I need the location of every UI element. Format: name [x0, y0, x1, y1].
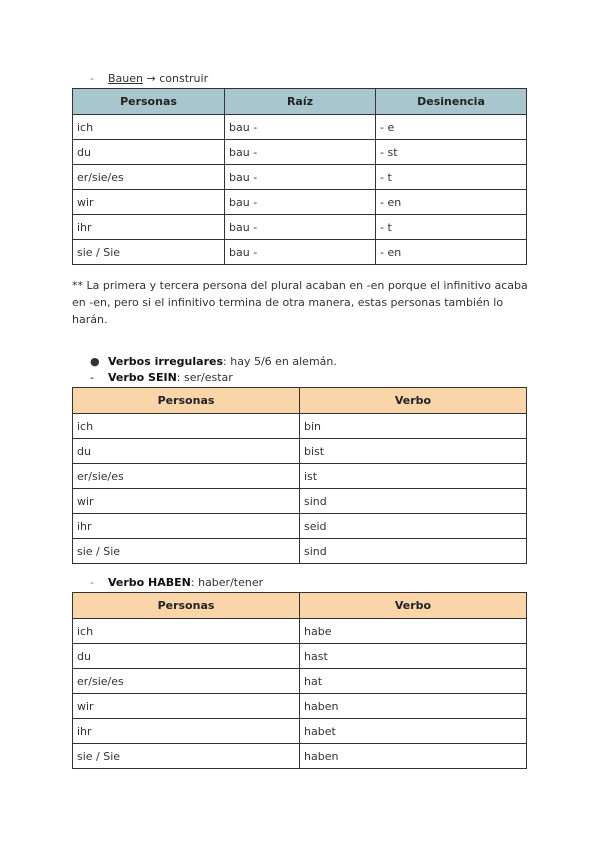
column-header: Raíz — [225, 89, 376, 115]
dash-marker: - — [90, 72, 94, 85]
sein-table — [72, 387, 527, 564]
column-header: Personas — [73, 388, 300, 414]
note-paragraph: ** La primera y tercera persona del plural acaban en -en porque el infinitivo acaba en -en, pero si el infinitivo termina de otra manera, estas personas también lo harán. — [72, 279, 528, 326]
table-cell: - e — [376, 115, 527, 140]
table-row — [73, 669, 527, 694]
table-cell: ist — [300, 464, 527, 489]
table-cell: habet — [300, 719, 527, 744]
table-row — [73, 215, 527, 240]
table-row — [73, 414, 527, 439]
table-cell: sind — [300, 489, 527, 514]
table-row — [73, 464, 527, 489]
irregulares-text: : hay 5/6 en alemán. — [223, 355, 337, 368]
table-row — [73, 165, 527, 190]
table-row — [73, 619, 527, 644]
table-header-row — [73, 593, 527, 619]
table-cell: ihr — [73, 514, 300, 539]
table-cell: bau - — [225, 165, 376, 190]
bauen-meaning: construir — [159, 72, 209, 85]
table-cell: haben — [300, 744, 527, 769]
table-row — [73, 744, 527, 769]
table-row — [73, 719, 527, 744]
table-row — [73, 115, 527, 140]
table-cell: hast — [300, 644, 527, 669]
table-row — [73, 140, 527, 165]
table-row — [73, 190, 527, 215]
table-header-row — [73, 388, 527, 414]
bauen-table — [72, 88, 527, 265]
table-cell: er/sie/es — [73, 165, 225, 190]
bauen-heading — [90, 72, 208, 86]
table-cell: - t — [376, 165, 527, 190]
column-header: Personas — [73, 593, 300, 619]
bauen-verb: Bauen — [108, 72, 143, 85]
table-row — [73, 240, 527, 265]
table-cell: bist — [300, 439, 527, 464]
table-cell: du — [73, 644, 300, 669]
table-row — [73, 489, 527, 514]
column-header: Verbo — [300, 388, 527, 414]
table-row — [73, 644, 527, 669]
table-cell: habe — [300, 619, 527, 644]
table-cell: bin — [300, 414, 527, 439]
table-row — [73, 694, 527, 719]
haben-table — [72, 592, 527, 769]
table-cell: ich — [73, 115, 225, 140]
table-cell: hat — [300, 669, 527, 694]
table-cell: ihr — [73, 215, 225, 240]
table-row — [73, 439, 527, 464]
table-cell: du — [73, 140, 225, 165]
table-row — [73, 514, 527, 539]
column-header: Verbo — [300, 593, 527, 619]
haben-heading — [90, 576, 263, 590]
irregulares-label: Verbos irregulares — [108, 355, 224, 368]
table-cell: - st — [376, 140, 527, 165]
table-cell: du — [73, 439, 300, 464]
table-cell: haben — [300, 694, 527, 719]
table-cell: sind — [300, 539, 527, 564]
table-cell: sie / Sie — [73, 539, 300, 564]
table-cell: wir — [73, 694, 300, 719]
dash-marker: - — [90, 371, 94, 384]
sein-heading — [90, 371, 233, 385]
table-cell: bau - — [225, 115, 376, 140]
table-cell: wir — [73, 489, 300, 514]
table-cell: ihr — [73, 719, 300, 744]
table-cell: er/sie/es — [73, 464, 300, 489]
table-cell: sie / Sie — [73, 744, 300, 769]
table-cell: ich — [73, 619, 300, 644]
table-cell: er/sie/es — [73, 669, 300, 694]
haben-meaning: : haber/tener — [190, 576, 264, 589]
table-cell: bau - — [225, 240, 376, 265]
table-cell: bau - — [225, 140, 376, 165]
table-cell: - t — [376, 215, 527, 240]
haben-label: Verbo HABEN — [108, 576, 191, 589]
sein-label: Verbo SEIN — [108, 371, 177, 384]
table-cell: wir — [73, 190, 225, 215]
sein-meaning: : ser/estar — [176, 371, 233, 384]
dash-marker: - — [90, 576, 94, 589]
table-cell: sie / Sie — [73, 240, 225, 265]
table-row — [73, 539, 527, 564]
arrow-icon: → — [146, 72, 156, 85]
table-cell: ich — [73, 414, 300, 439]
table-cell: bau - — [225, 190, 376, 215]
bullet-marker: ● — [90, 355, 100, 368]
column-header: Desinencia — [376, 89, 527, 115]
table-cell: seid — [300, 514, 527, 539]
table-cell: - en — [376, 240, 527, 265]
irregulares-bullet — [90, 355, 337, 369]
column-header: Personas — [73, 89, 225, 115]
table-cell: - en — [376, 190, 527, 215]
table-header-row — [73, 89, 527, 115]
table-cell: bau - — [225, 215, 376, 240]
